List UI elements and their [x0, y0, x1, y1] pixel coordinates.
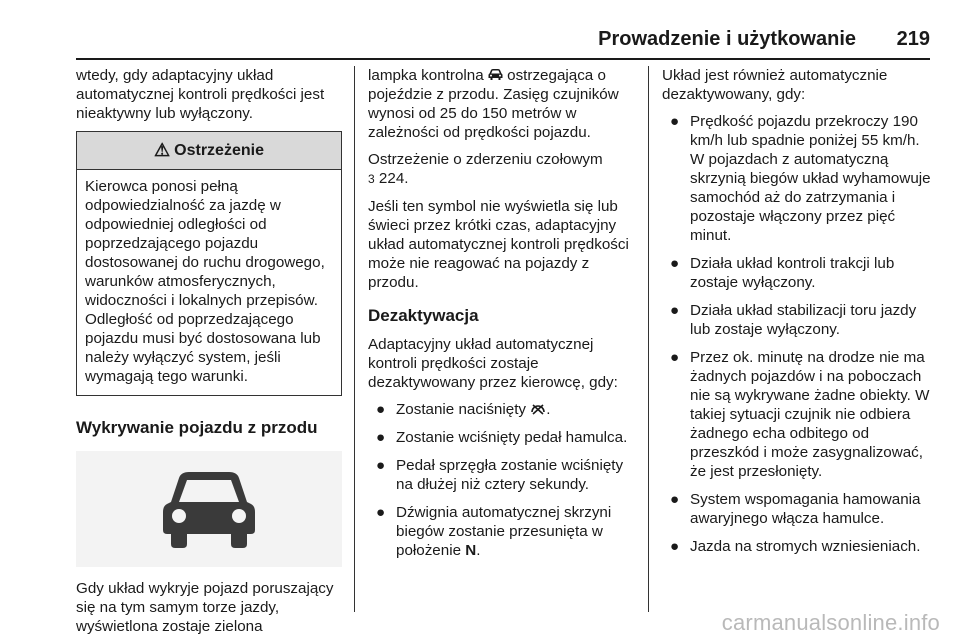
- auto-deactivation-list: [662, 112, 934, 556]
- detection-paragraph: Gdy układ wykryje pojazd poruszający się na tym samym torze jazdy, wyświetlona zostaje zielona: [76, 580, 334, 635]
- subheading-front-vehicle: Wykrywanie pojazdu z przodu: [76, 418, 318, 437]
- warning-text: Kierowca ponosi pełną odpowiedzialność za jazdę w odpowiedniej odległości od poprzedzającego pojazdu dostosowanej do ruchu drogowego, warunków atmosferycznych, widoczności i lokalnych przepisów. Odległość od poprzedzającego pojazdu musi być dostosowana lub należy wyłączyć system, jeśli wymagają tego warunki.: [85, 178, 325, 385]
- section-heading-deactivation: Dezaktywacja: [368, 306, 479, 325]
- page-ref-symbol: 3: [368, 172, 375, 186]
- page-header-title: Prowadzenie i użytkowanie: [598, 28, 856, 50]
- warning-title: Ostrzeżenie: [174, 142, 264, 159]
- car-front-icon: [161, 468, 257, 550]
- page-ref[interactable]: 224.: [378, 170, 409, 187]
- list-item: ● Zostanie wciśnięty pedał hamulca.: [376, 429, 628, 446]
- indicator-paragraph: lampka kontrolna ostrzegająca o pojeździe z przodu. Zasięg czujników wynosi od 25 do 150 metrów w zależności od prędkości pojazdu.: [368, 67, 619, 141]
- page-number: 219: [896, 28, 930, 50]
- list-item: ● Zostanie naciśnięty .: [376, 401, 551, 418]
- list-item: ● Prędkość pojazdu przekroczy 190 km/h lub spadnie poniżej 55 km/h. W pojazdach z automatyczną skrzynią biegów układ wyhamowuje samochód aż do zatrzymania i pozostaje włączony przez pięć minut.: [670, 113, 931, 244]
- list-item: ● Działa układ kontroli trakcji lub zostaje wyłączony.: [670, 255, 895, 291]
- list-item: ● Jazda na stromych wzniesieniach.: [670, 538, 921, 555]
- warning-box: [76, 131, 342, 396]
- list-item: ● Pedał sprzęgła zostanie wciśnięty na dłużej niż cztery sekundy.: [376, 457, 624, 493]
- car-icon: [488, 68, 503, 81]
- warning-header: [77, 132, 341, 170]
- column-divider-1: [354, 66, 355, 612]
- auto-deactivation-intro: Układ jest również automatycznie dezaktywowany, gdy:: [662, 67, 888, 103]
- driver-deactivation-list: [368, 400, 632, 560]
- intro-paragraph: wtedy, gdy adaptacyjny układ automatycznej kontroli prędkości jest nieaktywny lub wyłączony.: [76, 67, 325, 122]
- column-2: [368, 66, 632, 569]
- list-item: ● Dźwignia automatycznej skrzyni biegów zostanie przesunięta w położenie N.: [376, 504, 612, 559]
- watermark: carmanualsonline.info: [721, 610, 940, 635]
- list-item: ● Działa układ stabilizacji toru jazdy lub zostaje wyłączony.: [670, 302, 917, 338]
- cruise-cancel-icon: [530, 403, 546, 415]
- symbol-paragraph: Jeśli ten symbol nie wyświetla się lub świeci przez krótki czas, adaptacyjny układ automatycznej kontroli prędkości może nie reagować na pojazdy z przodu.: [368, 198, 629, 291]
- warning-triangle-icon: ⚠: [154, 140, 171, 160]
- column-3: [662, 66, 934, 565]
- column-divider-2: [648, 66, 649, 612]
- list-item: ● System wspomagania hamowania awaryjnego włącza hamulce.: [670, 491, 921, 527]
- collision-ref-paragraph: Ostrzeżenie o zderzeniu czołowym 3 224.: [368, 151, 603, 187]
- deactivation-intro: Adaptacyjny układ automatycznej kontroli prędkości zostaje dezaktywowany przez kierowcę, gdy:: [368, 336, 618, 391]
- car-front-figure: [76, 451, 342, 567]
- list-item: ● Przez ok. minutę na drodze nie ma żadnych pojazdów i na poboczach nie są wykrywane żadne obiekty. W takiej sytuacji czujnik nie odbiera żadnego echa odbitego od przeszkód i może zasygnalizować, że jest przesłonięty.: [670, 349, 930, 480]
- column-1: [76, 66, 342, 644]
- header-rule: [76, 58, 930, 60]
